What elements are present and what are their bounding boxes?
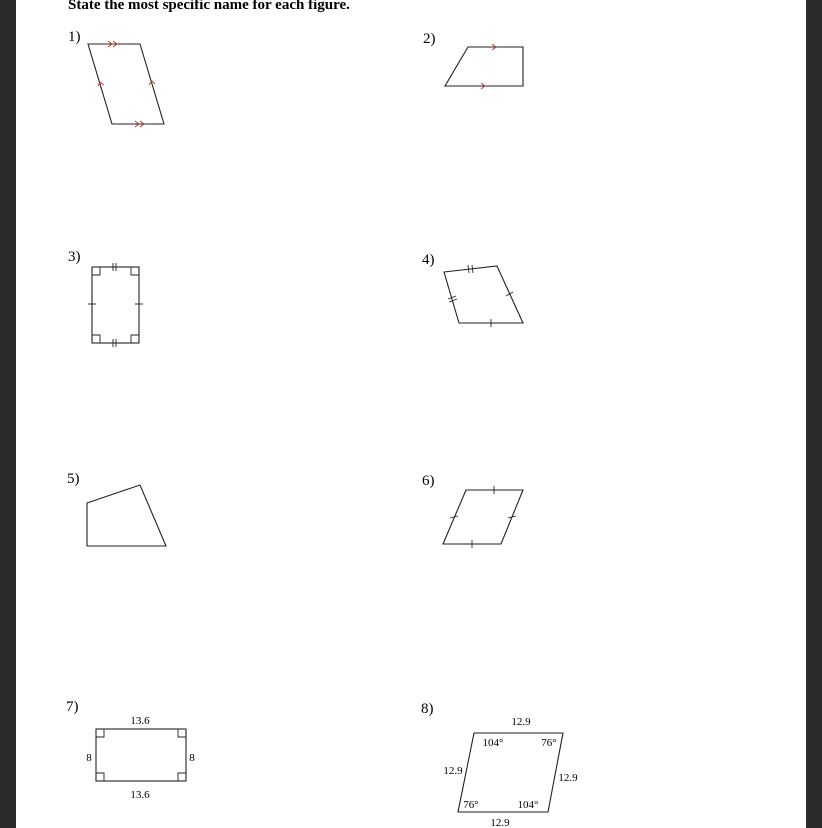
figure-8-angle-bottom-right: 104° [517, 799, 539, 811]
figures-canvas [16, 0, 806, 828]
figure-7-bottom-length: 13.6 [130, 789, 150, 801]
worksheet-page [16, 0, 806, 828]
problem-6-number: 6) [422, 473, 435, 489]
figure-7-rectangle [96, 729, 186, 781]
instruction-text: State the most specific name for each figure. [68, 0, 350, 13]
problem-5-number: 5) [67, 471, 80, 487]
figure-8-angle-bottom-left: 76° [463, 799, 479, 811]
figure-4-quadrilateral [444, 265, 523, 327]
figure-8-left-length: 12.9 [443, 765, 463, 777]
problem-2-number: 2) [423, 31, 436, 47]
problem-4-number: 4) [422, 252, 435, 268]
figure-6-rhombus [443, 486, 523, 548]
figure-3-rectangle [88, 263, 143, 347]
figure-8-angle-top-left: 104° [482, 737, 504, 749]
problem-1-number: 1) [68, 29, 81, 45]
figure-8-right-length: 12.9 [558, 772, 578, 784]
figure-8-angle-top-right: 76° [541, 737, 557, 749]
problem-3-number: 3) [68, 249, 81, 265]
problem-8-number: 8) [421, 701, 434, 717]
figure-2-trapezoid [445, 44, 523, 89]
problem-7-number: 7) [66, 699, 79, 715]
figure-8-top-length: 12.9 [511, 716, 531, 728]
figure-8-bottom-length: 12.9 [490, 817, 510, 828]
figure-7-left-length: 8 [86, 752, 92, 764]
figure-1-parallelogram [88, 41, 164, 127]
figure-7-top-length: 13.6 [130, 715, 150, 727]
figure-7-right-length: 8 [189, 752, 195, 764]
figure-5-quadrilateral [87, 485, 166, 546]
